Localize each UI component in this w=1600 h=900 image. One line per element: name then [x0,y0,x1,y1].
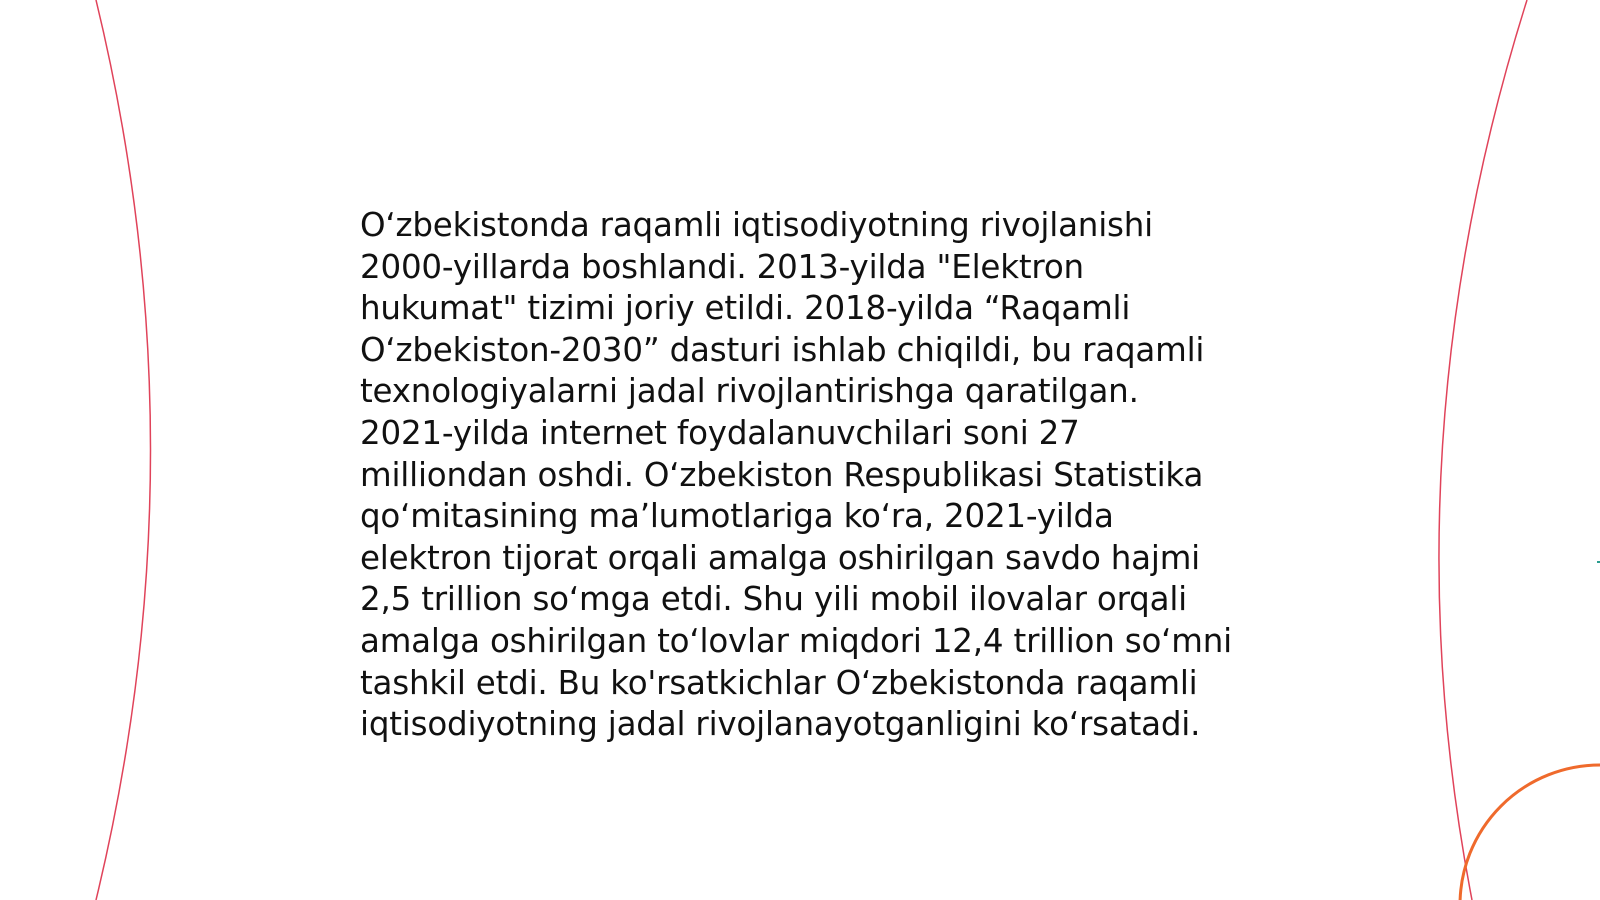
paragraph-line: qo‘mitasining ma’lumotlariga ko‘ra, 2021-yilda [360,497,1114,536]
paragraph-line: 2,5 trillion so‘mga etdi. Shu yili mobil ilovalar orqali [360,580,1187,619]
paragraph-line: amalga oshirilgan to‘lovlar miqdori 12,4 trillion so‘mni [360,621,1232,660]
paragraph-line: 2021-yilda internet foydalanuvchilari soni 27 [360,413,1080,452]
paragraph-line: elektron tijorat orqali amalga oshirilgan savdo hajmi [360,538,1200,577]
paragraph-line: hukumat" tizimi joriy etildi. 2018-yilda “Raqamli [360,289,1131,328]
paragraph-line: O‘zbekistonda raqamli iqtisodiyotning rivojlanishi [360,206,1153,244]
body-paragraph [360,205,1250,746]
paragraph-line: iqtisodiyotning jadal rivojlanayotganligini ko‘rsatadi. [360,705,1201,744]
paragraph-line: 2000-yillarda boshlandi. 2013-yilda "Elektron [360,247,1084,286]
left-arc-line [96,0,151,900]
paragraph-line: tashkil etdi. Bu ko'rsatkichlar O‘zbekistonda raqamli [360,663,1198,702]
paragraph-line: texnologiyalarni jadal rivojlantirishga qaratilgan. [360,372,1139,411]
paragraph-line: O‘zbekiston-2030” dasturi ishlab chiqildi, bu raqamli [360,330,1205,369]
right-arc-line [1439,0,1527,900]
corner-circle-outline [1460,765,1600,900]
paragraph-line: milliondan oshdi. O‘zbekiston Respublikasi Statistika [360,455,1204,494]
